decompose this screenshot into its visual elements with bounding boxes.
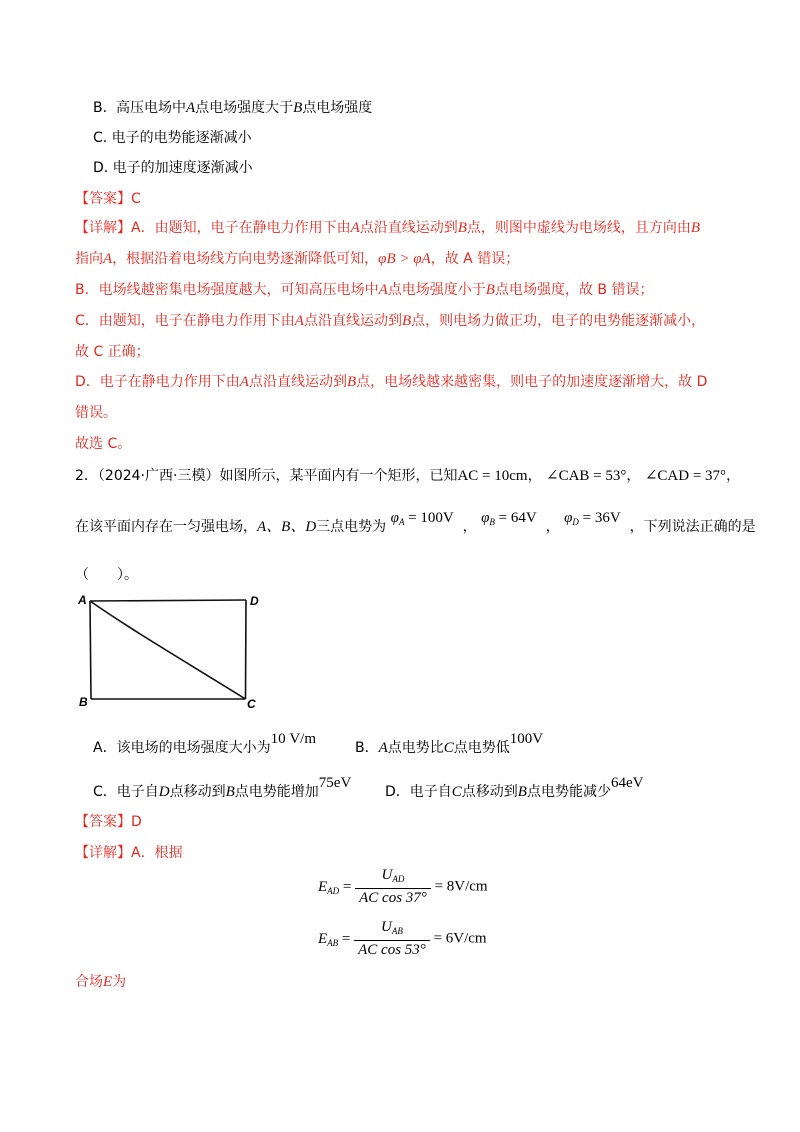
field-strength-value: 10 V/m	[270, 731, 316, 747]
text: 点移动到	[461, 784, 518, 800]
q1-option-c: C. 电子的电势能逐渐减小	[93, 130, 252, 146]
point-b: B	[293, 100, 303, 116]
rect-top-edge	[90, 600, 246, 601]
text: （2024·广西·三模）如图所示，某平面内有一个矩形，已知	[97, 468, 458, 484]
diagonal-ac	[90, 601, 246, 699]
point-b: B	[225, 784, 235, 800]
label-d: D	[250, 594, 259, 608]
math-angle-cab: ∠CAB = 53°	[546, 468, 627, 484]
phi-b-value: 64V	[510, 510, 537, 526]
text: ，	[527, 468, 542, 484]
q2-answer: 【答案】D	[75, 814, 142, 830]
point-a: A	[378, 282, 388, 298]
fraction	[355, 866, 431, 908]
q2-stem-line1	[75, 466, 740, 486]
text: 点，则图中虚线为电场线，且方向由	[466, 220, 691, 236]
text: 点移动到	[169, 784, 226, 800]
q1-detail-c-line1	[75, 311, 705, 331]
q2-closing	[75, 972, 126, 992]
rect-left-edge	[90, 601, 91, 699]
subscript: AD	[392, 874, 405, 884]
point-a: A	[294, 313, 304, 329]
text: 点，电场线越来越密集，则电子的加速度逐渐增大，故 D	[356, 374, 708, 390]
q2-option-b	[355, 731, 544, 758]
text: 高压电场中	[115, 100, 186, 116]
denominator: AC cos 53°	[358, 942, 426, 958]
q1-detail-b	[75, 280, 653, 300]
point-a: A	[239, 374, 249, 390]
point-b: B	[485, 282, 495, 298]
symbol-u: U	[381, 919, 392, 935]
q2-stem-line3: （ ）。	[75, 567, 138, 583]
label-c: C	[247, 697, 256, 711]
text: 在该平面内存在一匀强电场，	[75, 519, 257, 535]
point-c: C	[443, 740, 454, 756]
text: 点电势能减少	[526, 784, 611, 800]
text: ，故 A 错误；	[430, 251, 520, 267]
text: 点沿直线运动到	[303, 313, 402, 329]
text: 点电场强度小于	[387, 282, 486, 298]
text: 点电场强度大于	[195, 100, 294, 116]
symbol-e: E	[318, 878, 328, 895]
q1-answer: 【答案】C	[75, 191, 141, 207]
label-a: A	[78, 593, 87, 607]
math-ac: AC = 10cm	[457, 468, 528, 484]
text: C．由题知，电子在静电力作用下由	[75, 313, 295, 329]
option-label: B．	[355, 740, 379, 756]
math-angle-cad: ∠CAD = 37°	[644, 468, 727, 484]
text: ，	[726, 468, 741, 484]
point-b: B	[517, 784, 527, 800]
energy-value: 64eV	[610, 775, 644, 791]
fraction	[354, 918, 430, 960]
result: = 6V/cm	[433, 930, 487, 947]
q2-stem-line2: 在该平面内存在一匀强电场，A、B、D三点电势为 $\varphi_A = 100V$ ， $\varphi_B = 64V$ ， $\varphi_D = 36V$ ，下列说法正确的是	[75, 510, 756, 535]
points-abd: A、B、D	[257, 519, 317, 535]
symbol-e: E	[103, 974, 113, 990]
text: A．该电场的电场强度大小为	[93, 740, 271, 756]
symbol-u: U	[381, 867, 393, 883]
subscript: AB	[327, 937, 339, 948]
question-number: 2．	[75, 468, 98, 484]
text: 点，则电场力做正功，电子的电势能逐渐减小，	[411, 313, 706, 329]
text: D．电子在静电力作用下由	[75, 374, 240, 390]
q1-option-d: D. 电子的加速度逐渐减小	[93, 160, 253, 176]
point-a: A	[103, 251, 113, 267]
q1-detail-a-line1	[75, 218, 700, 238]
rect-right-edge	[246, 600, 247, 699]
phi-d-value: 36V	[594, 510, 621, 526]
text: ，下列说法正确的是	[629, 519, 756, 535]
label-b: B	[79, 695, 88, 709]
text: 【详解】A．由题知，电子在静电力作用下由	[75, 220, 351, 236]
denominator: AC cos 37°	[359, 890, 427, 906]
q1-detail-d-line2: 错误。	[75, 405, 117, 421]
text: 点电场强度	[302, 100, 373, 116]
text: 点电势低	[453, 740, 510, 756]
q1-detail-c-line2: 故 C 正确；	[75, 344, 150, 360]
potential-diff-value: 100V	[509, 731, 544, 747]
text: 三点电势为	[316, 519, 387, 535]
q1-detail-a-line2	[75, 249, 519, 269]
text: B．电场线越密集电场强度越大，可知高压电场中	[75, 282, 379, 298]
text: 为	[112, 974, 127, 990]
text: 点沿直线运动到	[359, 220, 458, 236]
text: D．电子自	[385, 784, 452, 800]
point-b: B	[690, 220, 701, 236]
q2-option-a	[93, 731, 316, 758]
point-c: C	[451, 784, 462, 800]
point-b: B	[457, 220, 467, 236]
equation-e-ad: $E_{AD}$ = $\frac{U_{AD}}{\text{AC cos 37°}}$ = 8V/cm	[318, 867, 488, 906]
text: 点电势能增加	[234, 784, 319, 800]
text: 点电场强度，故 B 错误；	[494, 282, 654, 298]
q2-option-c	[93, 775, 352, 802]
q2-option-d	[385, 775, 644, 802]
potential-relation: φB > φA	[378, 251, 431, 267]
q1-option-b	[93, 98, 372, 118]
phi-a-value: 100V	[420, 510, 454, 526]
text: C．电子自	[93, 784, 159, 800]
subscript: AB	[391, 926, 403, 936]
rectangle-figure	[76, 588, 272, 712]
text: 合场	[75, 974, 103, 990]
point-b: B	[401, 313, 412, 329]
equation-e-ab: $E_{AB}$ = $\frac{U_{AB}}{\text{AC cos 53°}}$ = 6V/cm	[318, 919, 487, 958]
point-b: B	[346, 374, 357, 390]
q2-detail-head: 【详解】A．根据	[75, 845, 183, 861]
text: 指向	[75, 251, 103, 267]
q1-detail-d-line1	[75, 372, 707, 392]
point-d: D	[158, 784, 170, 800]
option-label: B.	[93, 100, 108, 116]
q1-conclusion: 故选 C。	[75, 436, 132, 452]
symbol-e: E	[318, 930, 328, 947]
point-a: A	[350, 220, 360, 236]
text: ，	[626, 468, 641, 484]
subscript: AD	[327, 885, 340, 896]
text: 点电势比	[387, 740, 444, 756]
energy-value: 75eV	[318, 775, 352, 791]
text: ，根据沿着电场线方向电势逐渐降低可知，	[112, 251, 379, 267]
point-a: A	[185, 100, 196, 116]
text: 点沿直线运动到	[248, 374, 347, 390]
result: = 8V/cm	[434, 878, 488, 895]
point-a: A	[378, 740, 388, 756]
